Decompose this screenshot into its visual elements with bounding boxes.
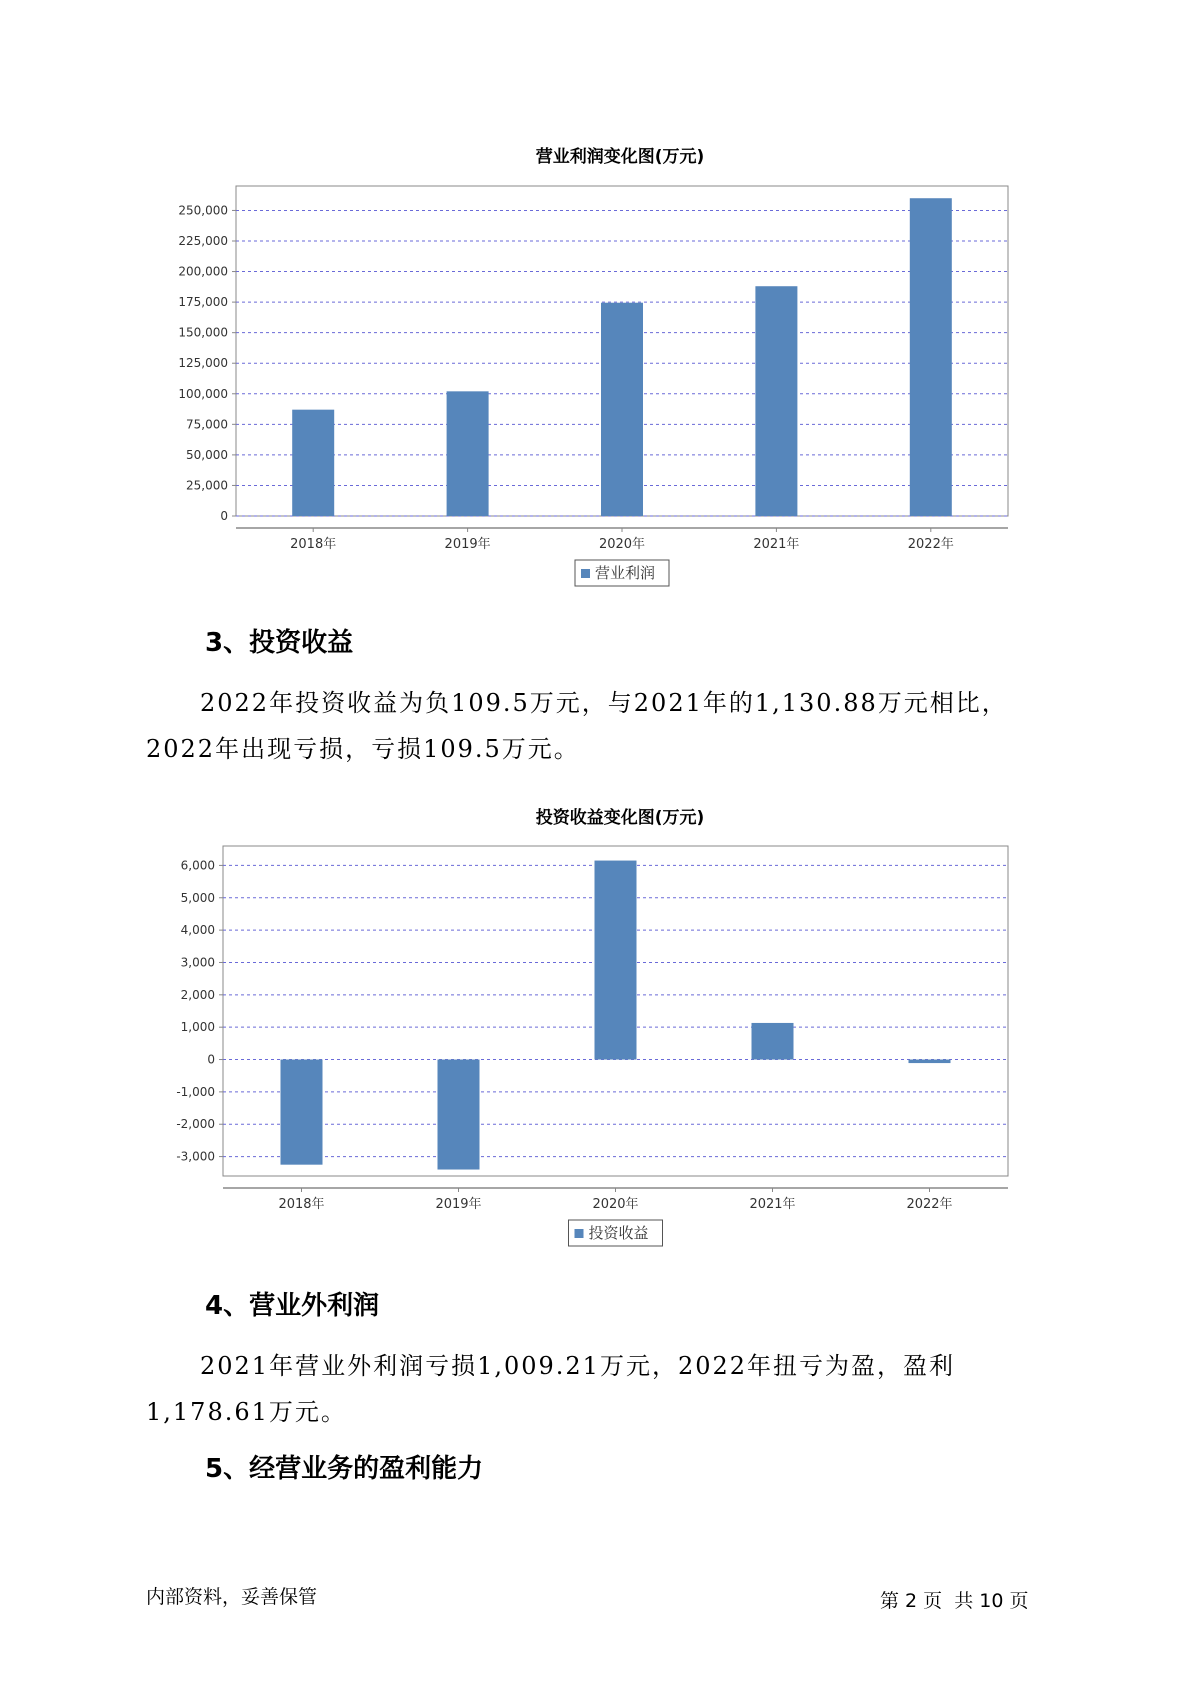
chart1-x-tick-label: 2020年 [598, 537, 646, 552]
section4-paragraph: 2021年营业外利润亏损1,009.21万元，2022年扭亏为盈，盈利1,178.61万元。 [146, 1352, 956, 1426]
chart2-x-tick-label: 2019年 [435, 1197, 482, 1212]
chart2-y-tick-label: 4,000 [180, 923, 215, 938]
chart1-bar-2 [601, 303, 643, 516]
chart2-legend-swatch [575, 1229, 584, 1238]
chart1-x-tick-label: 2022年 [907, 537, 954, 552]
chart2-y-tick-label: 1,000 [180, 1020, 215, 1035]
chart1-legend-label: 营业利润 [595, 564, 656, 582]
chart2-x-tick-label: 2022年 [906, 1197, 953, 1212]
chart1-y-tick-label: 0 [220, 509, 228, 523]
chart2-bar-4 [909, 1060, 951, 1064]
section3-heading: 3、投资收益 [205, 628, 354, 658]
chart1-x-tick-label: 2019年 [444, 537, 491, 552]
chart2-x-tick-label: 2020年 [592, 1197, 639, 1212]
chart2-y-tick-label: -3,000 [176, 1149, 215, 1164]
chart1-bar-1 [447, 391, 489, 516]
chart2-y-tick-label: -2,000 [176, 1117, 215, 1132]
chart1-y-tick-label: 100,000 [178, 386, 228, 401]
chart1-title: 营业利润变化图(万元) [535, 147, 705, 167]
chart1-y-tick-label: 25,000 [186, 478, 228, 493]
chart1-x-tick-label: 2018年 [290, 537, 337, 552]
chart1-bar-4 [910, 198, 952, 516]
section4-heading: 4、营业外利润 [205, 1291, 380, 1321]
chart1-y-tick-label: 175,000 [178, 295, 228, 310]
chart1-bar-3 [755, 286, 797, 516]
chart1-y-tick-label: 125,000 [178, 356, 228, 371]
chart2-y-tick-label: 0 [207, 1052, 215, 1067]
section3-paragraph: 2022年投资收益为负109.5万元，与2021年的1,130.88万元相比，2022年出现亏损，亏损109.5万元。 [146, 689, 1008, 763]
chart2-legend-label: 投资收益 [588, 1224, 649, 1242]
chart1-y-tick-label: 250,000 [178, 203, 228, 218]
chart2-y-tick-label: -1,000 [176, 1084, 215, 1099]
chart2-bar-0 [281, 1060, 323, 1165]
chart1-y-tick-label: 200,000 [178, 264, 228, 279]
chart2-y-tick-label: 6,000 [180, 858, 215, 873]
chart2-x-tick-label: 2021年 [749, 1197, 796, 1212]
chart1-y-tick-label: 225,000 [178, 234, 228, 248]
chart1-y-tick-label: 50,000 [186, 447, 228, 462]
chart2-title: 投资收益变化图(万元) [535, 808, 705, 828]
chart2-y-tick-label: 3,000 [180, 955, 215, 970]
chart2-bar-1 [438, 1060, 480, 1170]
chart1-y-tick-label: 150,000 [178, 325, 228, 340]
chart2-y-tick-label: 2,000 [180, 987, 215, 1002]
chart1-legend-swatch [581, 569, 590, 578]
chart1-y-tick-label: 75,000 [186, 417, 228, 432]
section5-heading: 5、经营业务的盈利能力 [205, 1454, 484, 1484]
chart2-x-tick-label: 2018年 [278, 1197, 325, 1212]
chart1-operating-profit [150, 180, 1020, 600]
chart1-x-tick-label: 2021年 [753, 537, 800, 552]
footer-page-number: 第 2 页 共 10 页 [880, 1590, 1029, 1612]
footer-confidential-note: 内部资料，妥善保管 [146, 1586, 318, 1608]
chart2-bar-2 [595, 861, 637, 1060]
chart2-bar-3 [752, 1023, 794, 1060]
chart2-investment-income [150, 840, 1020, 1260]
chart2-y-tick-label: 5,000 [180, 890, 215, 905]
chart1-bar-0 [292, 410, 334, 516]
